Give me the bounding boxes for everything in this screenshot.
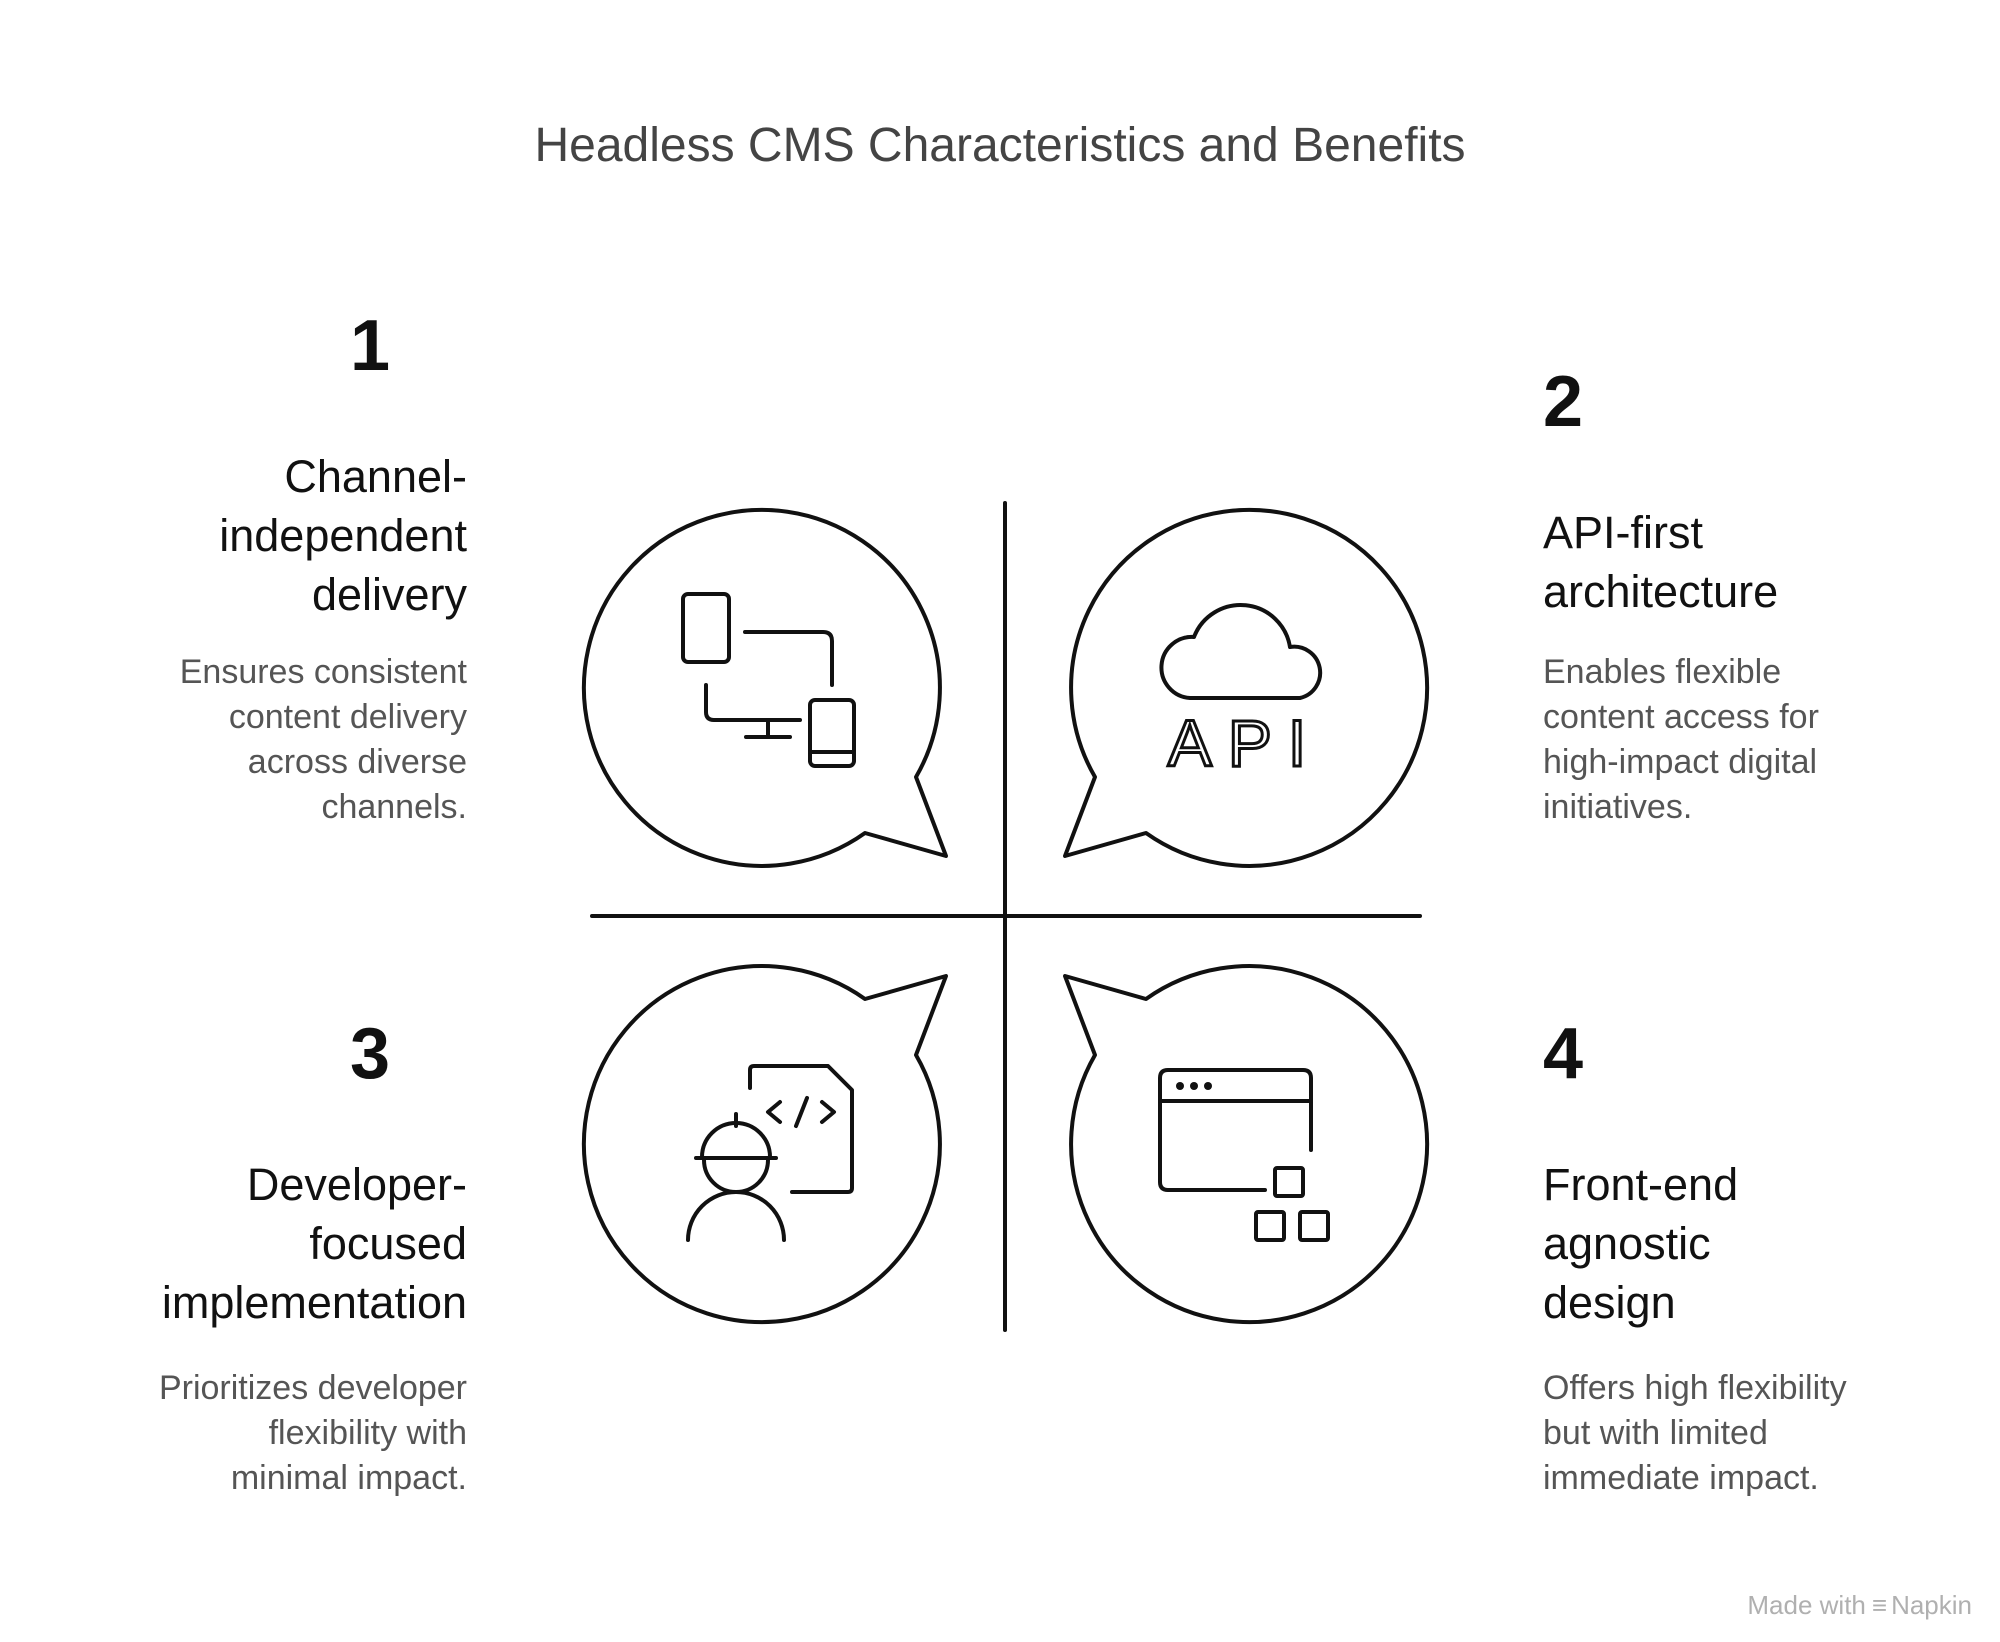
item-heading-3: Developer- focused implementation: [161, 1159, 467, 1328]
browser-dot-icon: [1190, 1082, 1198, 1090]
browser-dot-icon: [1176, 1082, 1184, 1090]
item-description-2: Enables flexible content access for high-impact digital initiatives.: [1543, 653, 1819, 826]
watermark-brand: Napkin: [1891, 1590, 1972, 1620]
item-number-1: 1: [350, 306, 391, 386]
browser-blocks-icon: [1160, 1070, 1328, 1240]
browser-dot-icon: [1204, 1082, 1212, 1090]
napkin-logo-icon: ≡: [1871, 1590, 1888, 1620]
item-number-4: 4: [1543, 1014, 1584, 1094]
item-description-1: Ensures consistent content delivery across diverse channels.: [179, 653, 467, 826]
watermark: [1747, 1590, 1972, 1621]
item-number-3: 3: [350, 1014, 391, 1094]
developer-code-icon: [688, 1066, 852, 1240]
item-heading-2: API-first architecture: [1543, 507, 1779, 617]
page-title: Headless CMS Characteristics and Benefits: [534, 119, 1466, 172]
item-number-2: 2: [1543, 362, 1584, 442]
watermark-prefix: Made with: [1747, 1590, 1866, 1620]
speech-bubble-3: [584, 966, 946, 1322]
speech-bubble-1: [584, 510, 946, 866]
item-description-3: Prioritizes developer flexibility with minimal impact.: [158, 1369, 467, 1497]
speech-bubble-2: [1065, 510, 1427, 866]
item-heading-1: Channel- independent delivery: [219, 451, 467, 620]
api-label: API: [1167, 706, 1323, 780]
cloud-api-icon: [1161, 605, 1320, 698]
speech-bubble-4: [1065, 966, 1427, 1322]
devices-icon: [683, 594, 854, 766]
item-heading-4: Front-end agnostic design: [1543, 1159, 1739, 1328]
item-description-4: Offers high flexibility but with limited immediate impact.: [1543, 1369, 1847, 1497]
